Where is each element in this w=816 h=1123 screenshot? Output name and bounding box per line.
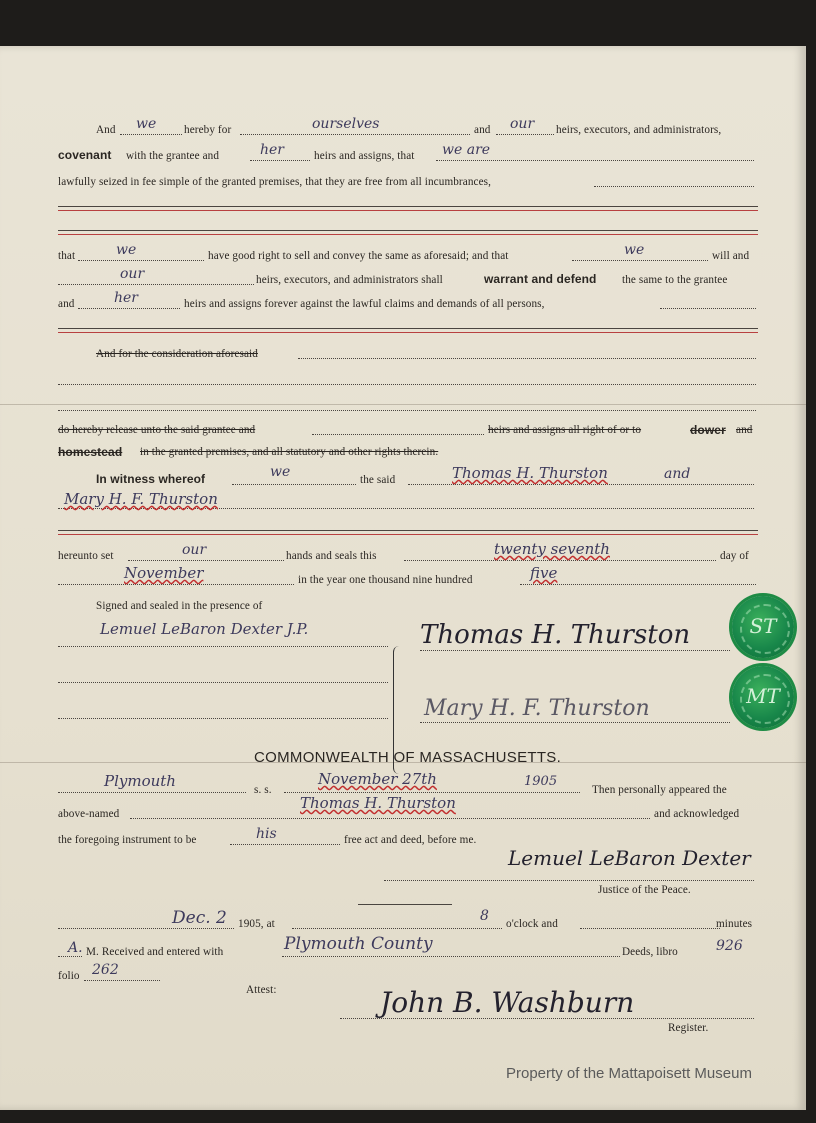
record-folio: folio [58, 970, 80, 982]
record-deeds-libro: Deeds, libro [622, 946, 678, 958]
rule [58, 328, 758, 329]
fill-dots [58, 646, 388, 647]
ack-free-act: free act and deed, before me. [344, 834, 477, 846]
witness-the-said: the said [360, 474, 396, 486]
fill-dots [58, 956, 82, 957]
signature-thomas: Thomas H. Thurston [420, 620, 691, 650]
signature-justice: Lemuel LeBaron Dexter [508, 846, 751, 870]
covenant-line4-will: will and [712, 250, 750, 262]
signature-register: John B. Washburn [380, 986, 635, 1019]
fill-dots [496, 134, 554, 135]
covenant-line1-heirs: heirs, executors, and administrators, [556, 124, 722, 136]
fill-dots [384, 880, 754, 881]
handwritten-we: we [624, 242, 645, 258]
covenant-line2-heirs: heirs and assigns, that [314, 150, 415, 162]
museum-watermark: Property of the Mattapoisett Museum [506, 1065, 752, 1082]
ack-above-named: above-named [58, 808, 120, 820]
fill-dots [594, 186, 754, 187]
handwritten-hour: 8 [480, 908, 489, 924]
fill-dots [58, 928, 234, 929]
red-rule [58, 234, 758, 235]
fill-dots [230, 844, 340, 845]
covenant-line1-and2: and [474, 124, 491, 136]
fill-dots [572, 260, 708, 261]
fill-dots [282, 956, 620, 957]
handwritten-am: A. [68, 940, 83, 956]
fold-line [0, 404, 806, 405]
handwritten-our: our [120, 266, 145, 282]
handwritten-folio: 262 [92, 962, 119, 978]
handwritten-we-are: we are [442, 142, 491, 158]
red-rule [58, 210, 758, 211]
rule [58, 206, 758, 207]
witness-year-text: in the year one thousand nine hundred [298, 574, 473, 586]
handwritten-we: we [270, 464, 291, 480]
fill-dots [312, 434, 484, 435]
handwritten-ourselves: ourselves [312, 116, 380, 132]
handwritten-our: our [510, 116, 535, 132]
handwritten-county: Plymouth [104, 772, 176, 790]
record-year: 1905, at [238, 918, 275, 930]
handwritten-name-mary: Mary H. F. Thurston [64, 490, 218, 508]
ack-appeared: Then personally appeared the [592, 784, 727, 796]
handwritten-day: twenty seventh [494, 540, 610, 558]
fill-dots [660, 308, 756, 309]
ack-instrument: the foregoing instrument to be [58, 834, 197, 846]
fill-dots [84, 980, 160, 981]
fill-dots [436, 160, 754, 161]
witness-hereunto: hereunto set [58, 550, 114, 562]
covenant-line5-heirs: heirs, executors, and administrators shall [256, 274, 443, 286]
covenant-label: covenant [58, 148, 112, 162]
fill-dots [298, 358, 756, 359]
fill-dots [250, 160, 310, 161]
covenant-line4-that: that [58, 250, 76, 262]
commonwealth-title: COMMONWEALTH OF MASSACHUSETTS. [254, 749, 562, 766]
fill-dots [292, 928, 502, 929]
witness-label: In witness whereof [96, 472, 206, 486]
handwritten-ack-year: 1905 [524, 774, 558, 789]
covenant-line6-heirs: heirs and assigns forever against the lawful claims and demands of all persons, [184, 298, 545, 310]
handwritten-year: five [530, 564, 558, 582]
red-rule [58, 534, 758, 535]
wax-seal [732, 666, 794, 728]
release-line2-and: and [736, 424, 753, 436]
release-line1: And for the consideration aforesaid [96, 348, 258, 360]
register-label: Register. [668, 1022, 709, 1034]
fill-dots [240, 134, 470, 135]
covenant-line1-hereby: hereby for [184, 124, 232, 136]
release-line3: in the granted premises, and all statutory and other rights therein. [140, 446, 439, 458]
handwritten-record-date: Dec. 2 [172, 908, 227, 928]
wax-seal [732, 596, 794, 658]
fill-dots [404, 560, 716, 561]
fill-dots [58, 682, 388, 683]
fill-dots [580, 928, 720, 929]
fill-dots [58, 384, 756, 385]
rule [58, 230, 758, 231]
witness-hands-seals: hands and seals this [286, 550, 377, 562]
fill-dots [58, 410, 756, 411]
record-oclock: o'clock and [506, 918, 558, 930]
covenant-line2-grantee: with the grantee and [126, 150, 220, 162]
fill-dots [58, 792, 246, 793]
fill-dots [284, 792, 580, 793]
fill-dots [58, 718, 388, 719]
fill-dots [340, 1018, 754, 1019]
seal-monogram: MT [746, 684, 780, 708]
fill-dots [232, 484, 356, 485]
handwritten-name-thomas: Thomas H. Thurston [452, 464, 608, 482]
covenant-line5-grantee: the same to the grantee [622, 274, 728, 286]
dower-label: dower [690, 423, 726, 437]
fill-dots [408, 484, 754, 485]
fill-dots [58, 584, 294, 585]
handwritten-her: her [260, 142, 284, 158]
fill-dots [58, 284, 254, 285]
covenant-line4-right: have good right to sell and convey the same as aforesaid; and that [208, 250, 509, 262]
fill-dots [78, 308, 180, 309]
witness-signature: Lemuel LeBaron Dexter J.P. [100, 620, 309, 638]
release-line2: do hereby release unto the said grantee and [58, 424, 256, 436]
warrant-defend-label: warrant and defend [484, 272, 597, 286]
fill-dots [420, 722, 730, 723]
ack-acknowledged: and acknowledged [654, 808, 740, 820]
record-minutes: minutes [716, 918, 753, 930]
fill-dots [130, 818, 650, 819]
record-received: M. Received and entered with [86, 946, 224, 958]
attest-label: Attest: [246, 984, 277, 996]
fill-dots [120, 134, 182, 135]
fill-dots [520, 584, 756, 585]
covenant-line6-and: and [58, 298, 75, 310]
fill-dots [420, 650, 730, 651]
red-rule [58, 332, 758, 333]
handwritten-our: our [182, 542, 207, 558]
fill-dots [128, 560, 284, 561]
rule [358, 904, 452, 905]
rule [58, 530, 758, 531]
handwritten-month: November [124, 564, 204, 582]
justice-label: Justice of the Peace. [598, 884, 691, 896]
handwritten-we: we [116, 242, 137, 258]
covenant-line1-and: And [96, 124, 116, 136]
homestead-label: homestead [58, 445, 123, 459]
deed-page [0, 46, 806, 1110]
fill-dots [58, 508, 754, 509]
handwritten-ack-name: Thomas H. Thurston [300, 794, 456, 812]
signed-sealed-label: Signed and sealed in the presence of [96, 600, 263, 612]
handwritten-libro: 926 [716, 938, 743, 954]
seal-monogram: ST [749, 614, 777, 638]
fill-dots [78, 260, 204, 261]
handwritten-we: we [136, 116, 157, 132]
handwritten-and: and [664, 466, 691, 482]
handwritten-his: his [256, 826, 277, 842]
signature-mary: Mary H. F. Thurston [424, 696, 650, 721]
handwritten-ack-date: November 27th [318, 770, 437, 788]
ss-label: s. s. [254, 784, 272, 796]
covenant-line3: lawfully seized in fee simple of the granted premises, that they are free from all incumbrances, [58, 176, 492, 188]
handwritten-her: her [114, 290, 138, 306]
handwritten-record-county: Plymouth County [284, 934, 433, 954]
release-line2-heirs: heirs and assigns all right of or to [488, 424, 642, 436]
witness-day-of: day of [720, 550, 749, 562]
